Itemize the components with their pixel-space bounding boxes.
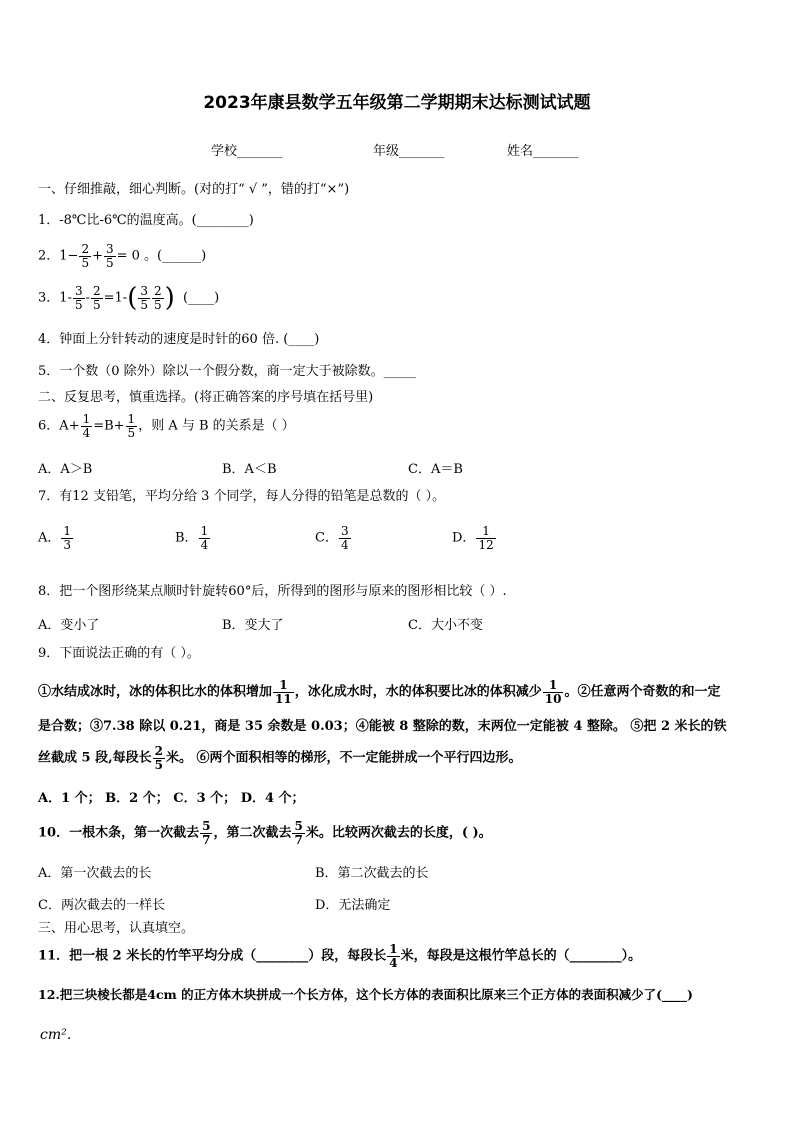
q7-option-c: C． $\frac{3}{4}$ [315, 524, 349, 552]
q6-option-c: C．A＝B [408, 462, 463, 477]
question-3: 3．1- $\frac{3}{5}$ - $\frac{2}{5}$ =1-( $\frac{3}{5}$ $\frac{2}{5}$ ) (____) [38, 283, 220, 314]
q9-statement-line-3: 丝截成 5 段,每段长 $\frac{2}{5}$ 米。 ⑥两个面积相等的梯形，不一定能拼成一个平行四边形。 [38, 744, 522, 772]
question-7: 7．有12 支铅笔，平均分给 3 个同学，每人分得的铅笔是总数的（ ）。 [38, 489, 446, 504]
q8-option-a: A．变小了 [38, 618, 100, 633]
question-11: 11．把一根 2 米长的竹竿平均分成（________）段，每段长 $\frac{1}{4}$ 米，每段是这根竹竿总长的（________）。 [38, 942, 642, 970]
question-5: 5．一个数（0 除外）除以一个假分数，商一定大于被除数。_____ [38, 364, 417, 379]
q7-option-b: B． $\frac{1}{4}$ [175, 524, 209, 552]
school-field: 学校_______ [211, 144, 283, 159]
name-field: 姓名_______ [507, 144, 579, 159]
fraction: $\frac{3}{5}$ [140, 284, 148, 312]
q8-option-b: B．变大了 [222, 618, 284, 633]
q6-option-a: A．A＞B [38, 462, 93, 477]
section-1-heading: 一、仔细推敲，细心判断。(对的打“ √ ”，错的打“×”) [38, 182, 350, 197]
q9-statement-line-2: 是合数；③7.38 除以 0.21，商是 35 余数是 0.03；④能被 8 整除的数，末两位一定能被 4 整除。 ⑤把 2 米长的铁 [38, 719, 727, 734]
q9-statement-line-1: ①水结成冰时，冰的体积比水的体积增加 $\frac{1}{11}$ ，冰化成水时，水的体积要比冰的体积减少 $\frac{1}{10}$ 。②任意两个奇数的和一定 [38, 678, 721, 706]
section-3-heading: 三、用心思考，认真填空。 [38, 921, 195, 936]
q9-options: A．1 个； B．2 个； C．3 个； D．4 个； [38, 791, 305, 806]
question-1: 1．-8℃比-6℃的温度高。(________) [38, 213, 254, 228]
fraction: $\frac{2}{5}$ [153, 284, 162, 312]
q10-option-b: B．第二次截去的长 [315, 866, 429, 881]
q7-option-a: A． $\frac{1}{3}$ [38, 524, 72, 552]
q7-option-d: D． $\frac{1}{12}$ [452, 524, 494, 552]
q8-option-c: C．大小不变 [408, 618, 483, 633]
fraction: $\frac{1}{5}$ [127, 412, 136, 440]
q10-option-c: C．两次截去的一样长 [38, 898, 165, 913]
question-4: 4．钟面上分针转动的速度是时针的60 倍. (____) [38, 332, 320, 347]
q6-option-b: B．A＜B [222, 462, 277, 477]
question-12: 12.把三块棱长都是4cm 的正方体木块拼成一个长方体，这个长方体的表面积比原来三个正方体的表面积减少了(____) [38, 987, 693, 1002]
fraction: $\frac{2}{5}$ [81, 242, 90, 270]
unit-cm2: cm²． [40, 1027, 81, 1043]
fraction: $\frac{1}{4}$ [82, 412, 91, 440]
section-2-heading: 二、反复思考，慎重选择。(将正确答案的序号填在括号里) [38, 390, 374, 405]
question-2: 2．1− $\frac{2}{5}$ + $\frac{3}{5}$ = 0 。(______) [38, 242, 207, 270]
fraction: $\frac{2}{5}$ [92, 284, 101, 312]
page-title: 2023年康县数学五年级第二学期期末达标测试试题 [203, 93, 591, 113]
question-8: 8．把一个图形绕某点顺时针旋转60°后，所得到的图形与原来的图形相比较（ ）. [38, 584, 507, 599]
question-9: 9．下面说法正确的有（ ）。 [38, 646, 200, 661]
fraction: $\frac{3}{5}$ [105, 242, 114, 270]
q10-option-a: A．第一次截去的长 [38, 866, 152, 881]
grade-field: 年级_______ [373, 144, 445, 159]
q10-option-d: D．无法确定 [315, 898, 391, 913]
fraction: $\frac{3}{5}$ [74, 284, 83, 312]
question-10: 10．一根木条，第一次截去 $\frac{5}{7}$ ，第二次截去 $\frac{5}{7}$ 米。比较两次截去的长度，( )。 [38, 819, 492, 847]
question-6: 6．A+ $\frac{1}{4}$ =B+ $\frac{1}{5}$ ，则 A 与 B 的关系是（ ） [38, 412, 295, 440]
